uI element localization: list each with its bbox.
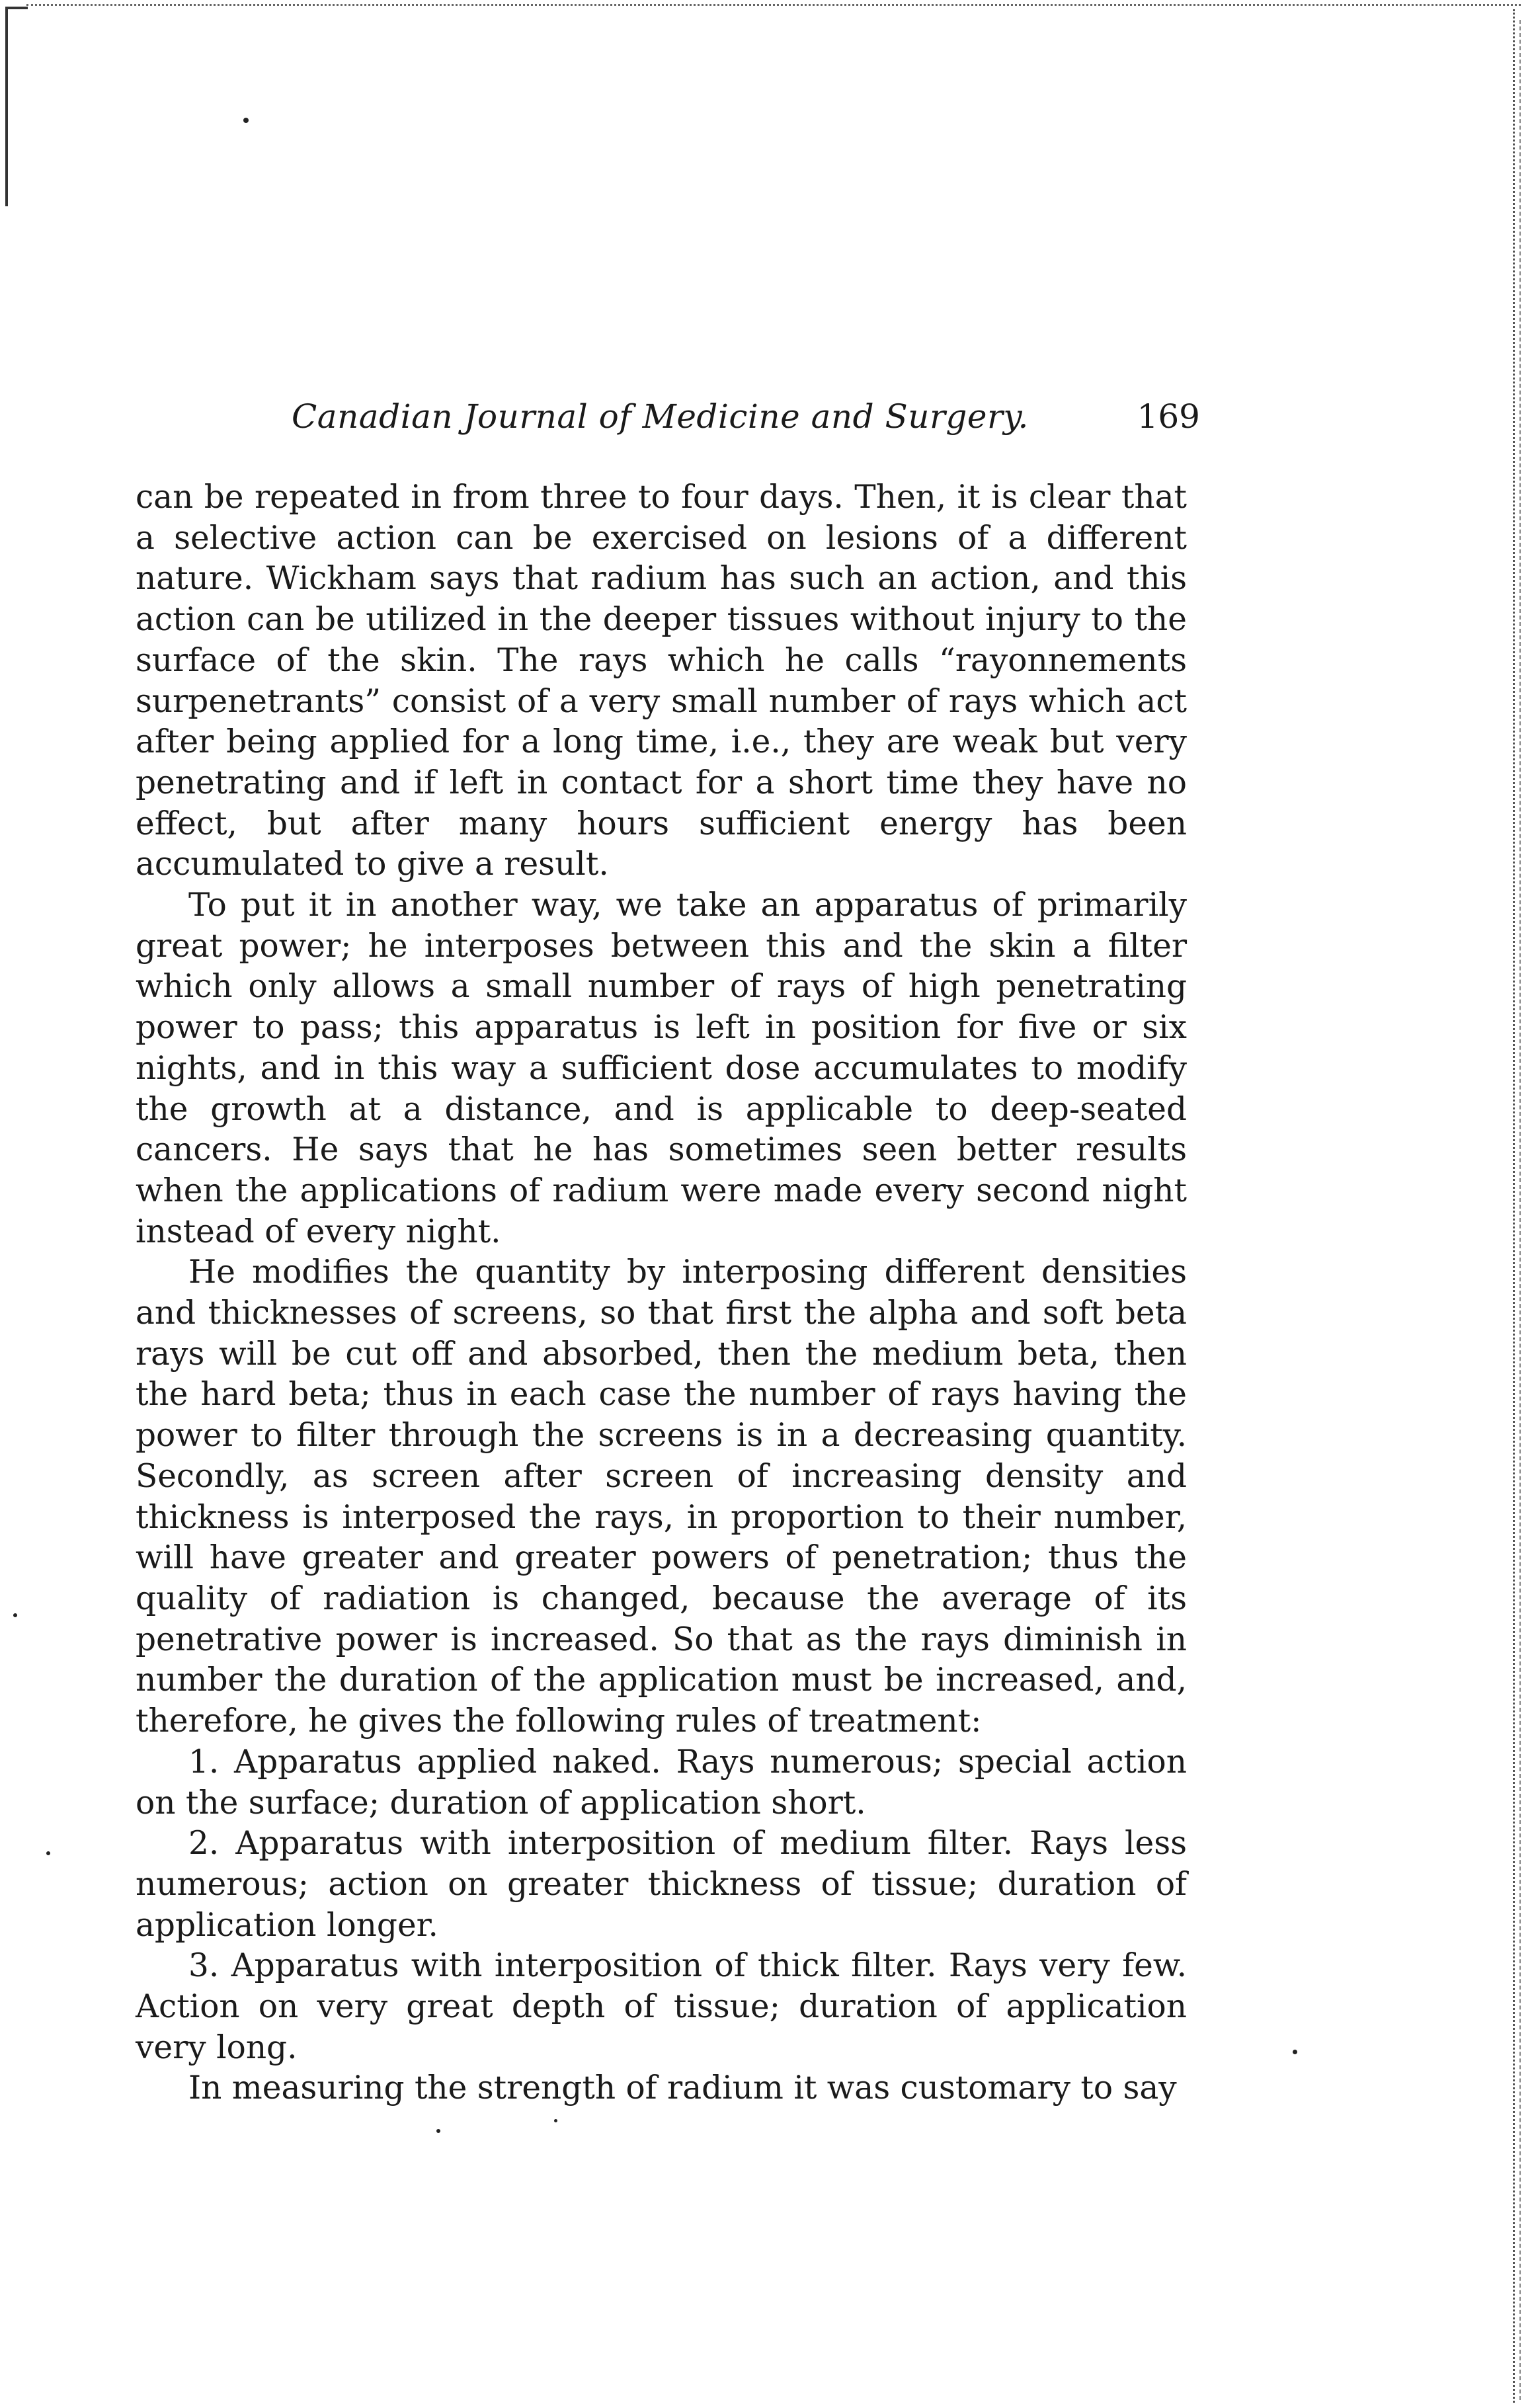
scan-edge-top	[26, 4, 1521, 6]
paragraph: He modifies the quantity by interposing different densities and thicknesses of screens, so that first the alpha and soft beta rays will be cut off and absorbed, then the medium beta, then the hard beta; thus in each case the number of rays having the power to filter through the screens is in a decreasing quantity. Secondly, as screen after screen of increasing density and thickness is interposed the rays, in proportion to their number, will have greater and greater powers of penetration; thus the quality of radiation is changed, because the average of its penetrative power is increased. So that as the rays diminish in number the duration of the application must be increased, and, therefore, he gives the following rules of treatment:	[136, 1254, 1187, 1740]
scan-edge-right	[1513, 9, 1515, 2403]
scan-corner-mark	[5, 7, 28, 9]
page-number: 169	[1137, 397, 1200, 436]
rule-item-2: 2. Apparatus with interposition of medium filter. Rays less numerous; action on greater thickness of tissue; duration of application longer.	[136, 1825, 1187, 1944]
scan-speck	[243, 118, 249, 123]
paragraph-continuation: can be repeated in from three to four days. Then, it is clear that a selective action can be exercised on lesions of a different nature. Wickham says that radium has such an action, and this action can be utilized in the deeper tissues without injury to the surface of the skin. The rays which he calls “rayonnements surpenetrants” consist of a very small number of rays which act after being applied for a long time, i.e., they are weak but very penetrating and if left in contact for a short time they have no effect, but after many hours sufficient energy has been accumulated to give a result.	[136, 479, 1187, 883]
running-head	[268, 393, 1200, 440]
scan-speck	[1293, 2050, 1297, 2054]
paragraph: To put it in another way, we take an apparatus of primarily great power; he interposes between this and the skin a filter which only allows a small number of rays of high penetrating power to pass; this apparatus is left in position for five or six nights, and in this way a sufficient dose accumulates to modify the growth at a distance, and is applicable to deep-seated cancers. He says that he has sometimes seen better results when the applications of radium were made every second night instead of every night.	[136, 887, 1187, 1250]
scan-edge-left	[5, 8, 8, 206]
body-text	[136, 477, 1187, 2109]
paragraph-last: In measuring the strength of radium it was customary to say	[188, 2069, 1177, 2107]
scan-speck	[436, 2129, 440, 2133]
rule-item-3: 3. Apparatus with interposition of thick filter. Rays very few. Action on very great depth of tissue; duration of application very long.	[136, 1947, 1187, 2066]
scan-speck	[554, 2119, 557, 2122]
scan-speck	[13, 1613, 17, 1617]
journal-title: Canadian Journal of Medicine and Surgery.	[292, 397, 1029, 436]
rule-item-1: 1. Apparatus applied naked. Rays numerous; special action on the surface; duration of application short.	[136, 1743, 1187, 1822]
scan-speck	[46, 1851, 50, 1855]
scan-edge-right-inner	[1519, 20, 1521, 2400]
